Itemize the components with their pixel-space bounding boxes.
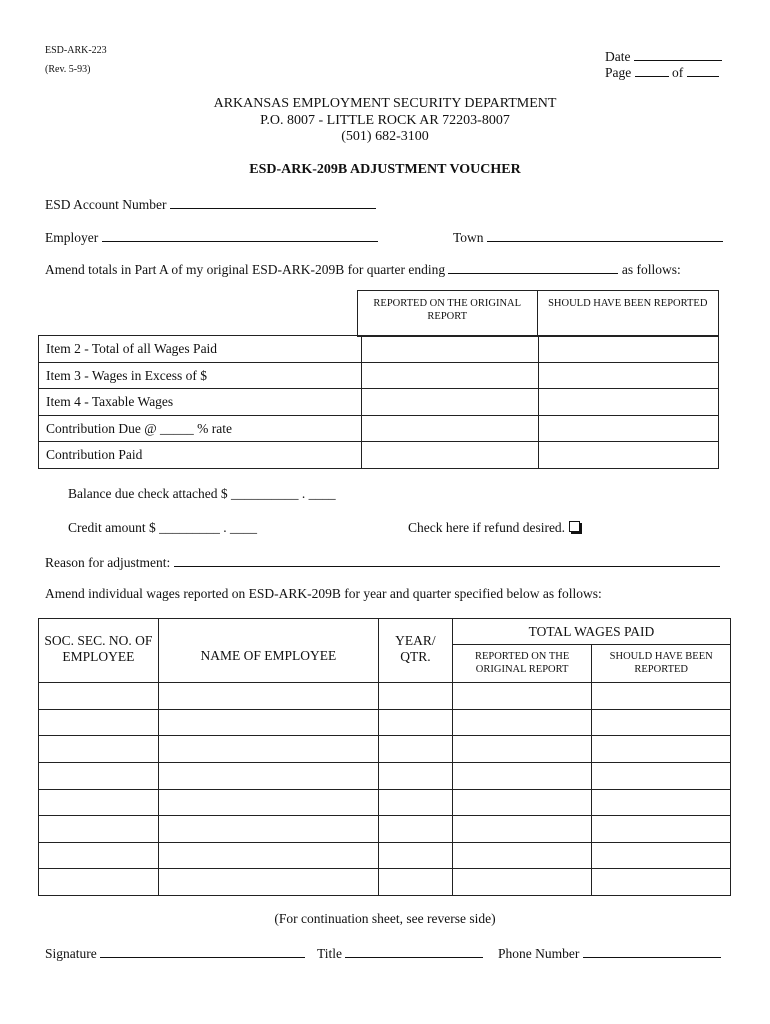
ssn-cell[interactable] [39,710,159,736]
should-cell[interactable] [592,869,731,896]
title-label: Title [317,946,343,961]
col-employee-name: NAME OF EMPLOYEE [158,619,378,683]
reported-cell[interactable] [452,736,592,763]
signature-line[interactable] [100,944,305,958]
page-field[interactable] [605,63,719,81]
reported-cell[interactable] [361,363,539,389]
reported-cell[interactable] [361,389,539,416]
should-cell[interactable] [592,816,731,843]
name-cell[interactable] [158,869,378,896]
ssn-cell[interactable] [39,683,159,710]
reported-cell[interactable] [452,790,592,816]
town-field[interactable] [453,228,723,246]
name-cell[interactable] [158,816,378,843]
reported-cell[interactable] [452,843,592,869]
should-cell[interactable] [539,389,719,416]
should-cell[interactable] [539,416,719,442]
row-label: Item 2 - Total of all Wages Paid [39,336,362,363]
agency-phone: (501) 682-3100 [341,129,429,144]
table-row [39,869,731,896]
part-a-row [39,389,719,416]
should-cell[interactable] [592,710,731,736]
refund-label: Check here if refund desired. [408,520,566,535]
reported-cell[interactable] [452,869,592,896]
table-row [39,843,731,869]
form-code: ESD-ARK-223 [45,45,107,56]
col-year-quarter: YEAR/ QTR. [379,619,453,683]
should-cell[interactable] [592,763,731,790]
amend-totals-suffix: as follows: [621,262,681,277]
of-label: of [672,65,684,80]
signature-label: Signature [45,946,97,961]
col-b-reported-original: REPORTED ON THE ORIGINAL REPORT [452,645,592,683]
quarter-ending-line[interactable] [448,260,618,274]
year-qtr-cell[interactable] [379,843,453,869]
reported-cell[interactable] [452,710,592,736]
date-label: Date [605,49,631,64]
should-cell[interactable] [539,442,719,469]
ssn-cell[interactable] [39,869,159,896]
date-input-line[interactable] [634,47,722,61]
name-cell[interactable] [158,763,378,790]
part-a-row [39,416,719,442]
year-qtr-cell[interactable] [379,710,453,736]
account-number-field[interactable] [45,195,376,213]
credit-amount-line[interactable]: Credit amount $ _________ . ____ [68,520,257,535]
agency-name: ARKANSAS EMPLOYMENT SECURITY DEPARTMENT [213,96,557,111]
ssn-cell[interactable] [39,816,159,843]
title-field[interactable] [317,944,483,962]
should-cell[interactable] [592,683,731,710]
should-cell[interactable] [592,736,731,763]
title-line[interactable] [345,944,483,958]
table-row [39,736,731,763]
refund-checkbox[interactable] [569,521,580,532]
part-a-row [39,442,719,469]
should-cell[interactable] [592,843,731,869]
table-row [39,790,731,816]
reported-cell[interactable] [361,416,539,442]
part-a-row [39,363,719,389]
town-label: Town [453,230,484,245]
year-qtr-cell[interactable] [379,790,453,816]
ssn-cell[interactable] [39,763,159,790]
reported-cell[interactable] [452,763,592,790]
table-row [39,816,731,843]
ssn-cell[interactable] [39,736,159,763]
name-cell[interactable] [158,843,378,869]
amend-totals-line [45,260,681,278]
reported-cell[interactable] [452,683,592,710]
reported-cell[interactable] [452,816,592,843]
year-qtr-cell[interactable] [379,683,453,710]
part-b-table [38,618,731,896]
page-number-line[interactable] [635,63,669,77]
ssn-cell[interactable] [39,843,159,869]
employer-label: Employer [45,230,99,245]
agency-address: P.O. 8007 - LITTLE ROCK AR 72203-8007 [260,113,510,128]
name-cell[interactable] [158,683,378,710]
col-total-wages: TOTAL WAGES PAID [452,619,730,645]
reason-field[interactable] [45,553,720,571]
reason-label: Reason for adjustment: [45,555,171,570]
page-label: Page [605,65,632,80]
name-cell[interactable] [158,790,378,816]
amend-individual-text: Amend individual wages reported on ESD-ARK-209B for year and quarter specified below as follows: [45,586,602,601]
form-title: ESD-ARK-209B ADJUSTMENT VOUCHER [249,162,521,177]
row-label: Contribution Paid [39,442,362,469]
col-reported-original: REPORTED ON THE ORIGINAL REPORT [358,291,538,337]
table-row [39,683,731,710]
col-should-have-been: SHOULD HAVE BEEN REPORTED [537,291,719,337]
town-line[interactable] [487,228,723,242]
row-label: Item 4 - Taxable Wages [39,389,362,416]
reported-cell[interactable] [361,442,539,469]
year-qtr-cell[interactable] [379,816,453,843]
phone-label: Phone Number [498,946,580,961]
part-a-row [39,336,719,363]
year-qtr-cell[interactable] [379,736,453,763]
table-row [39,710,731,736]
should-cell[interactable] [539,336,719,363]
part-a-header [357,290,719,337]
ssn-cell[interactable] [39,790,159,816]
col-ssn: SOC. SEC. NO. OF EMPLOYEE [39,619,159,683]
account-number-line[interactable] [170,195,376,209]
year-qtr-cell[interactable] [379,869,453,896]
should-cell[interactable] [539,363,719,389]
table-row [39,763,731,790]
refund-option[interactable] [408,520,580,536]
reported-cell[interactable] [361,336,539,363]
row-label: Contribution Due @ _____ % rate [39,416,362,442]
signature-field[interactable] [45,944,305,962]
page-total-line[interactable] [687,63,719,77]
part-a-table [38,335,719,469]
year-qtr-cell[interactable] [379,763,453,790]
row-label: Item 3 - Wages in Excess of $ [39,363,362,389]
name-cell[interactable] [158,736,378,763]
account-number-label: ESD Account Number [45,197,167,212]
name-cell[interactable] [158,710,378,736]
continuation-note: (For continuation sheet, see reverse side) [274,911,496,926]
should-cell[interactable] [592,790,731,816]
col-b-should-have-been: SHOULD HAVE BEEN REPORTED [592,645,731,683]
balance-due-line[interactable]: Balance due check attached $ __________ . ____ [68,486,336,501]
phone-field[interactable] [498,944,721,962]
revision-date: (Rev. 5-93) [45,64,91,75]
employer-field[interactable] [45,228,378,246]
employer-line[interactable] [102,228,378,242]
amend-totals-prefix: Amend totals in Part A of my original ESD-ARK-209B for quarter ending [45,262,446,277]
reason-line[interactable] [174,553,720,567]
phone-line[interactable] [583,944,721,958]
